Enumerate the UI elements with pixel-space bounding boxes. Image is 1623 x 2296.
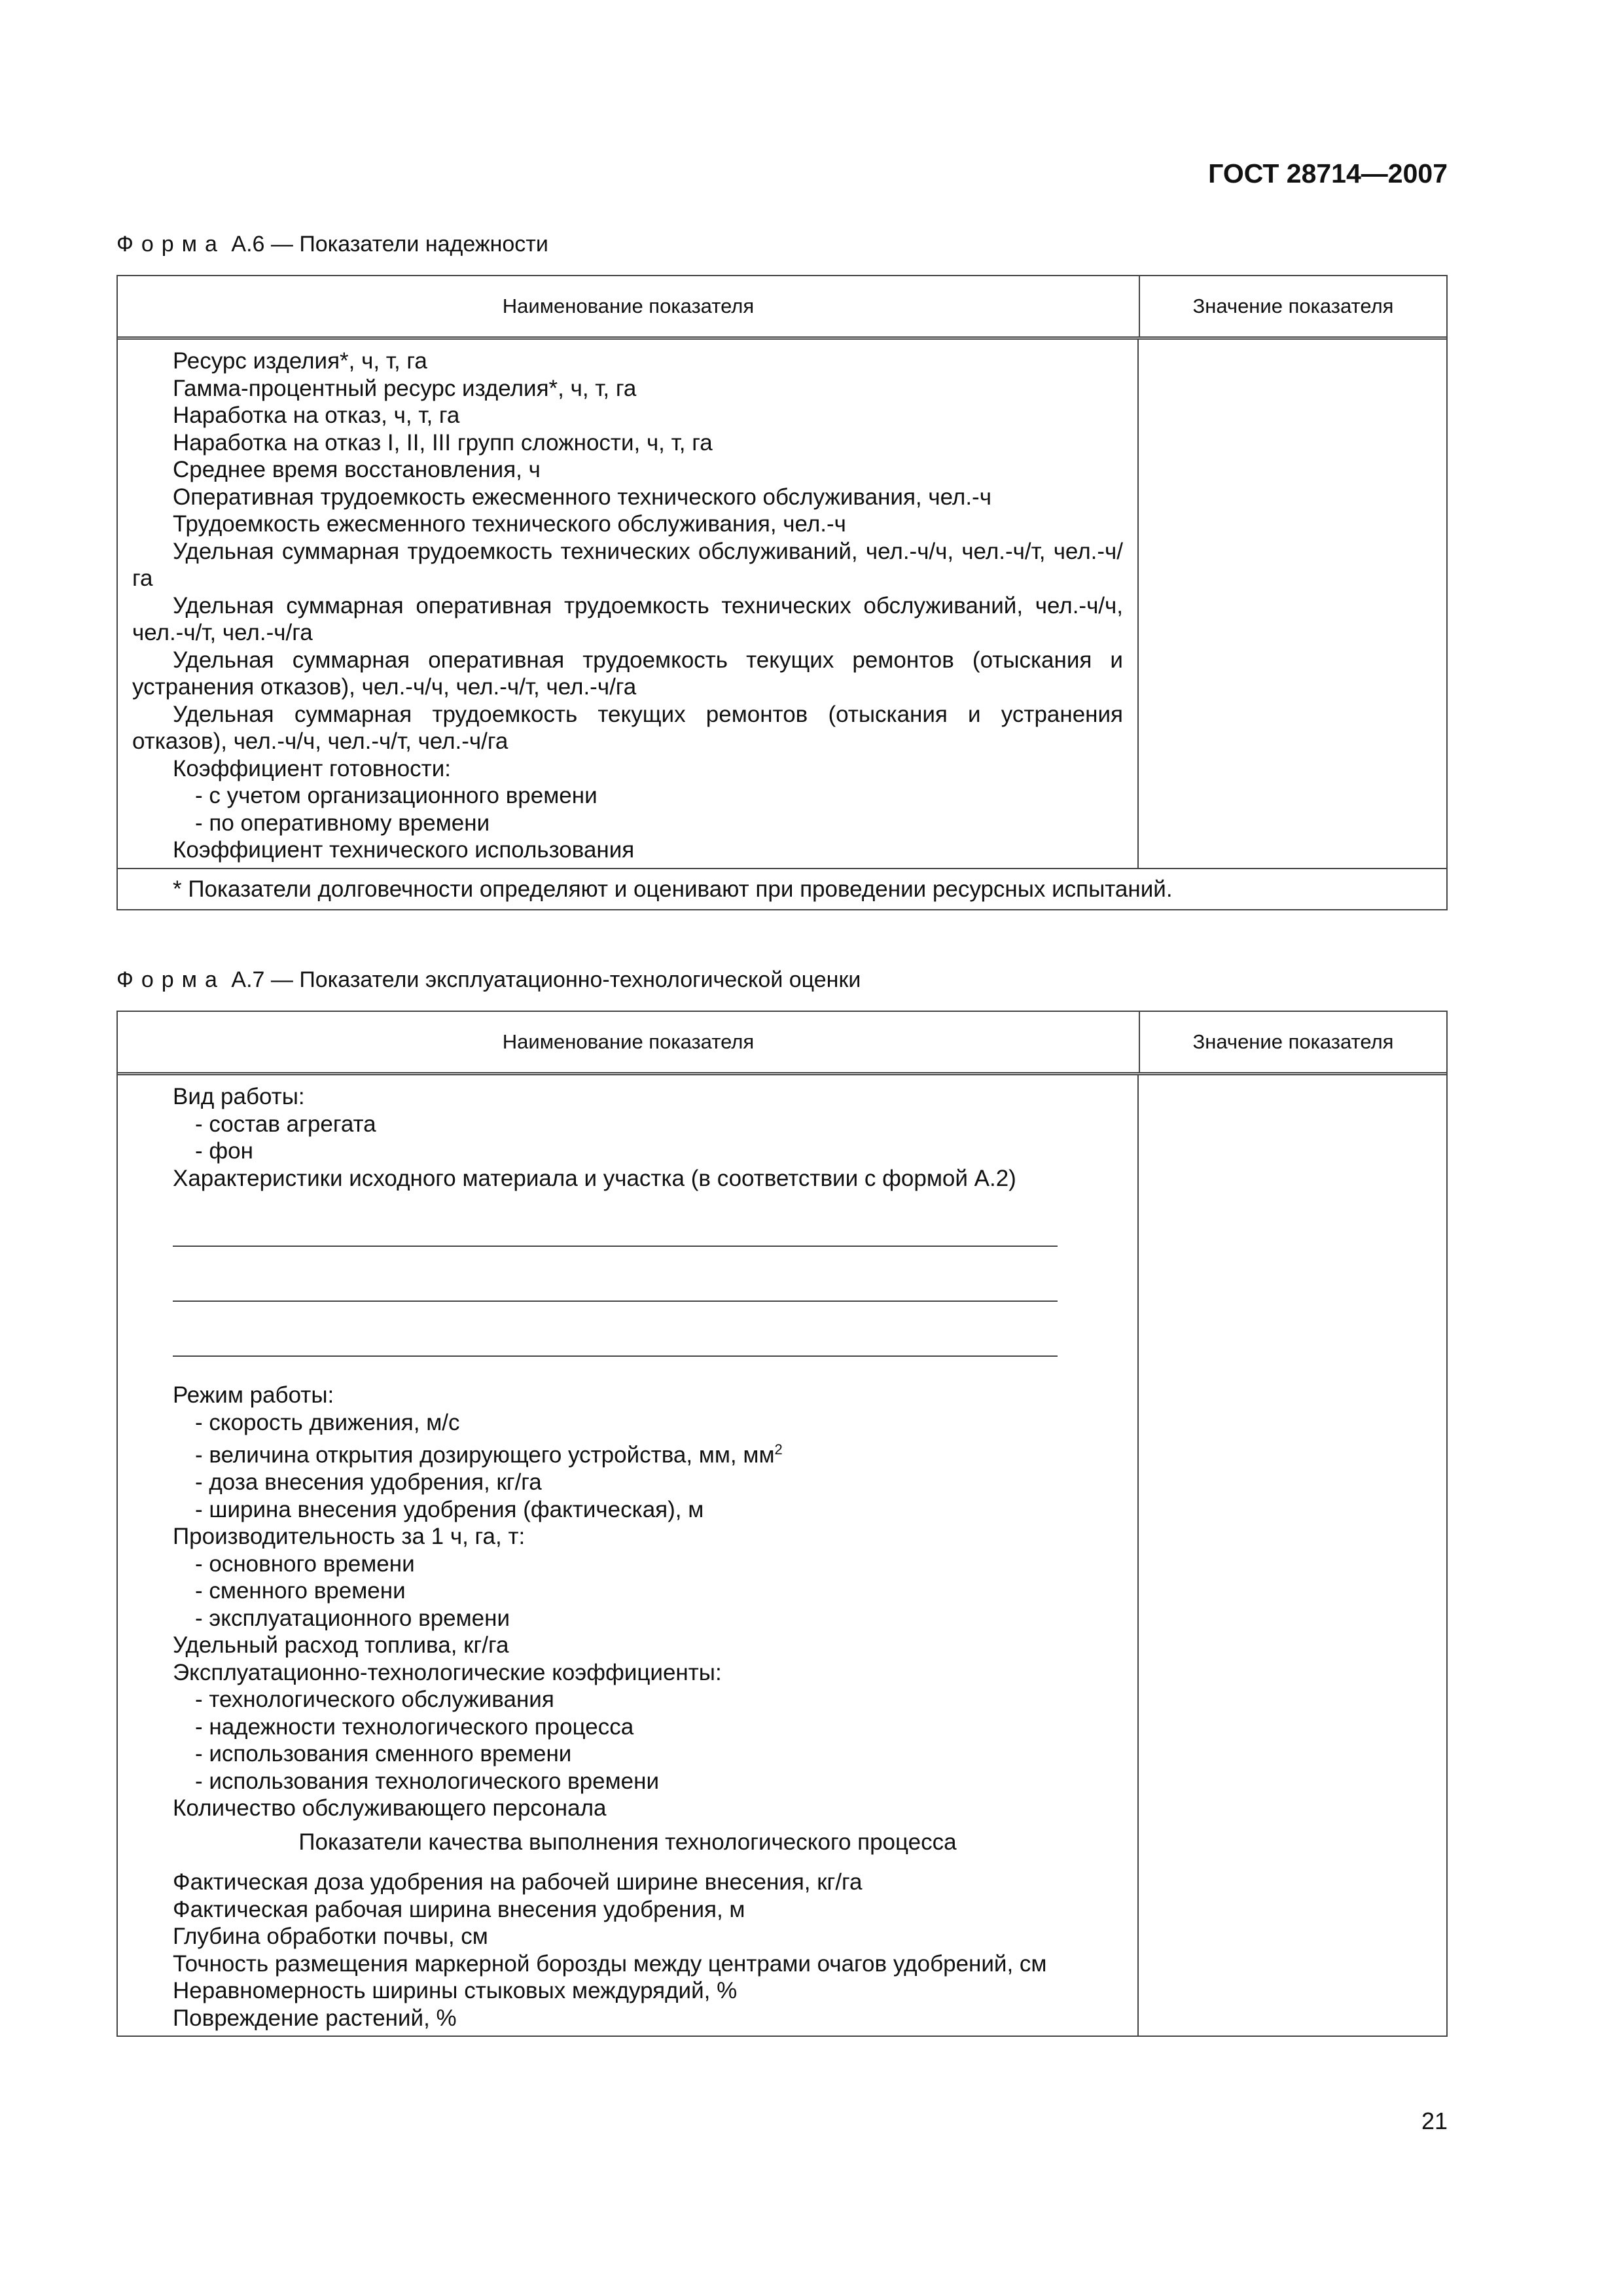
section-heading: Показатели качества выполнения технологического процесса (298, 1829, 957, 1855)
caption-text: А.6 — Показатели надежности (231, 232, 548, 257)
list-item: Удельная суммарная трудоемкость текущих ремонтов (отыскания и устранения отказов), чел.-ч/ч, чел.-ч/т, чел.-ч/га (132, 701, 1123, 754)
list-item (132, 1436, 1123, 1469)
table-body (118, 1075, 1446, 2036)
list-item: - с учетом организационного времени (195, 783, 597, 808)
list-item: - использования технологического времени (195, 1768, 660, 1794)
list-item: - состав агрегата (195, 1111, 376, 1137)
list-item: Наработка на отказ I, II, III групп сложности, ч, т, га (173, 429, 713, 456)
document-code: ГОСТ 28714—2007 (1208, 158, 1448, 188)
list-item-text: - величина открытия дозирующего устройства, мм, мм (195, 1442, 775, 1468)
list-item: Режим работы: (173, 1382, 334, 1408)
list-item: Эксплуатационно-технологические коэффициенты: (173, 1659, 722, 1685)
column-header-name: Наименование показателя (118, 276, 1140, 336)
list-item: Удельная суммарная трудоемкость технических обслуживаний, чел.-ч/ч, чел.-ч/т, чел.-ч/га (132, 538, 1123, 591)
table-header (118, 1012, 1446, 1075)
list-item: - надежности технологического процесса (195, 1713, 634, 1740)
list-item: - фон (195, 1138, 253, 1164)
column-header-value: Значение показателя (1192, 295, 1394, 317)
table-header (118, 276, 1446, 340)
list-item: - эксплуатационного времени (195, 1605, 510, 1631)
blank-entry-line (132, 1302, 1123, 1357)
value-cell (1139, 1075, 1446, 2036)
superscript: 2 (774, 1441, 783, 1458)
list-item: Повреждение растений, % (173, 2005, 457, 2031)
list-item: Ресурс изделия*, ч, т, га (173, 348, 427, 374)
table-footnote: * Показатели долговечности определяют и оценивают при проведении ресурсных испытаний. (118, 868, 1446, 910)
form-a6-caption (116, 232, 548, 257)
list-item: - по оперативному времени (195, 810, 490, 836)
list-item: - ширина внесения удобрения (фактическая), м (195, 1496, 704, 1522)
list-item: - использования сменного времени (195, 1741, 572, 1767)
list-item: Глубина обработки почвы, см (173, 1924, 488, 1950)
list-item: - основного времени (195, 1551, 415, 1577)
list-item: Коэффициент готовности: (173, 755, 451, 781)
column-header-name: Наименование показателя (118, 1012, 1140, 1072)
list-item: Наработка на отказ, ч, т, га (173, 403, 460, 428)
list-item: Гамма-процентный ресурс изделия*, ч, т, га (173, 375, 637, 401)
column-header-value: Значение показателя (1192, 1030, 1394, 1053)
list-item: - доза внесения удобрения, кг/га (195, 1469, 542, 1496)
caption-word: Форма (116, 232, 225, 257)
form-a7-caption (116, 967, 861, 993)
list-item: - технологического обслуживания (195, 1687, 554, 1713)
list-item: Фактическая рабочая ширина внесения удобрения, м (173, 1896, 745, 1922)
page-number: 21 (1421, 2108, 1448, 2134)
list-item: Производительность за 1 ч, га, т: (173, 1524, 526, 1550)
list-item: Удельная суммарная оперативная трудоемкость текущих ремонтов (отыскания и устранения отказов), чел.-ч/ч, чел.-ч/т, чел.-ч/га (132, 647, 1123, 700)
blank-entry-line (132, 1247, 1123, 1302)
list-item: Фактическая доза удобрения на рабочей ширине внесения, кг/га (173, 1869, 863, 1895)
list-item: Среднее время восстановления, ч (173, 457, 541, 482)
indicator-list (118, 1075, 1139, 2036)
list-item: Коэффициент технического использования (173, 837, 635, 863)
list-item: Удельный расход топлива, кг/га (173, 1632, 509, 1659)
list-item: Количество обслуживающего персонала (173, 1795, 607, 1821)
list-item: Трудоемкость ежесменного технического обслуживания, чел.-ч (173, 511, 846, 537)
list-item: - скорость движения, м/с (195, 1409, 460, 1435)
indicator-list (118, 340, 1139, 868)
list-item: Характеристики исходного материала и участка (в соответствии с формой А.2) (173, 1165, 1016, 1191)
list-item: Неравномерность ширины стыковых междурядий, % (173, 1978, 738, 2004)
caption-text: А.7 — Показатели эксплуатационно-технологической оценки (231, 967, 861, 992)
table-body (118, 340, 1446, 868)
blank-entry-line (132, 1192, 1123, 1247)
list-item: Вид работы: (173, 1084, 305, 1109)
form-a7-table (116, 1011, 1448, 2037)
value-cell (1139, 340, 1446, 868)
list-item: Оперативная трудоемкость ежесменного технического обслуживания, чел.-ч (173, 484, 991, 510)
list-item: Удельная суммарная оперативная трудоемкость технических обслуживаний, чел.-ч/ч, чел.-ч/т, чел.-ч/га (132, 592, 1123, 645)
form-a6-table (116, 275, 1448, 910)
list-item: Точность размещения маркерной борозды между центрами очагов удобрений, см (173, 1950, 1047, 1977)
list-item: - сменного времени (195, 1578, 406, 1604)
caption-word: Форма (116, 967, 225, 992)
